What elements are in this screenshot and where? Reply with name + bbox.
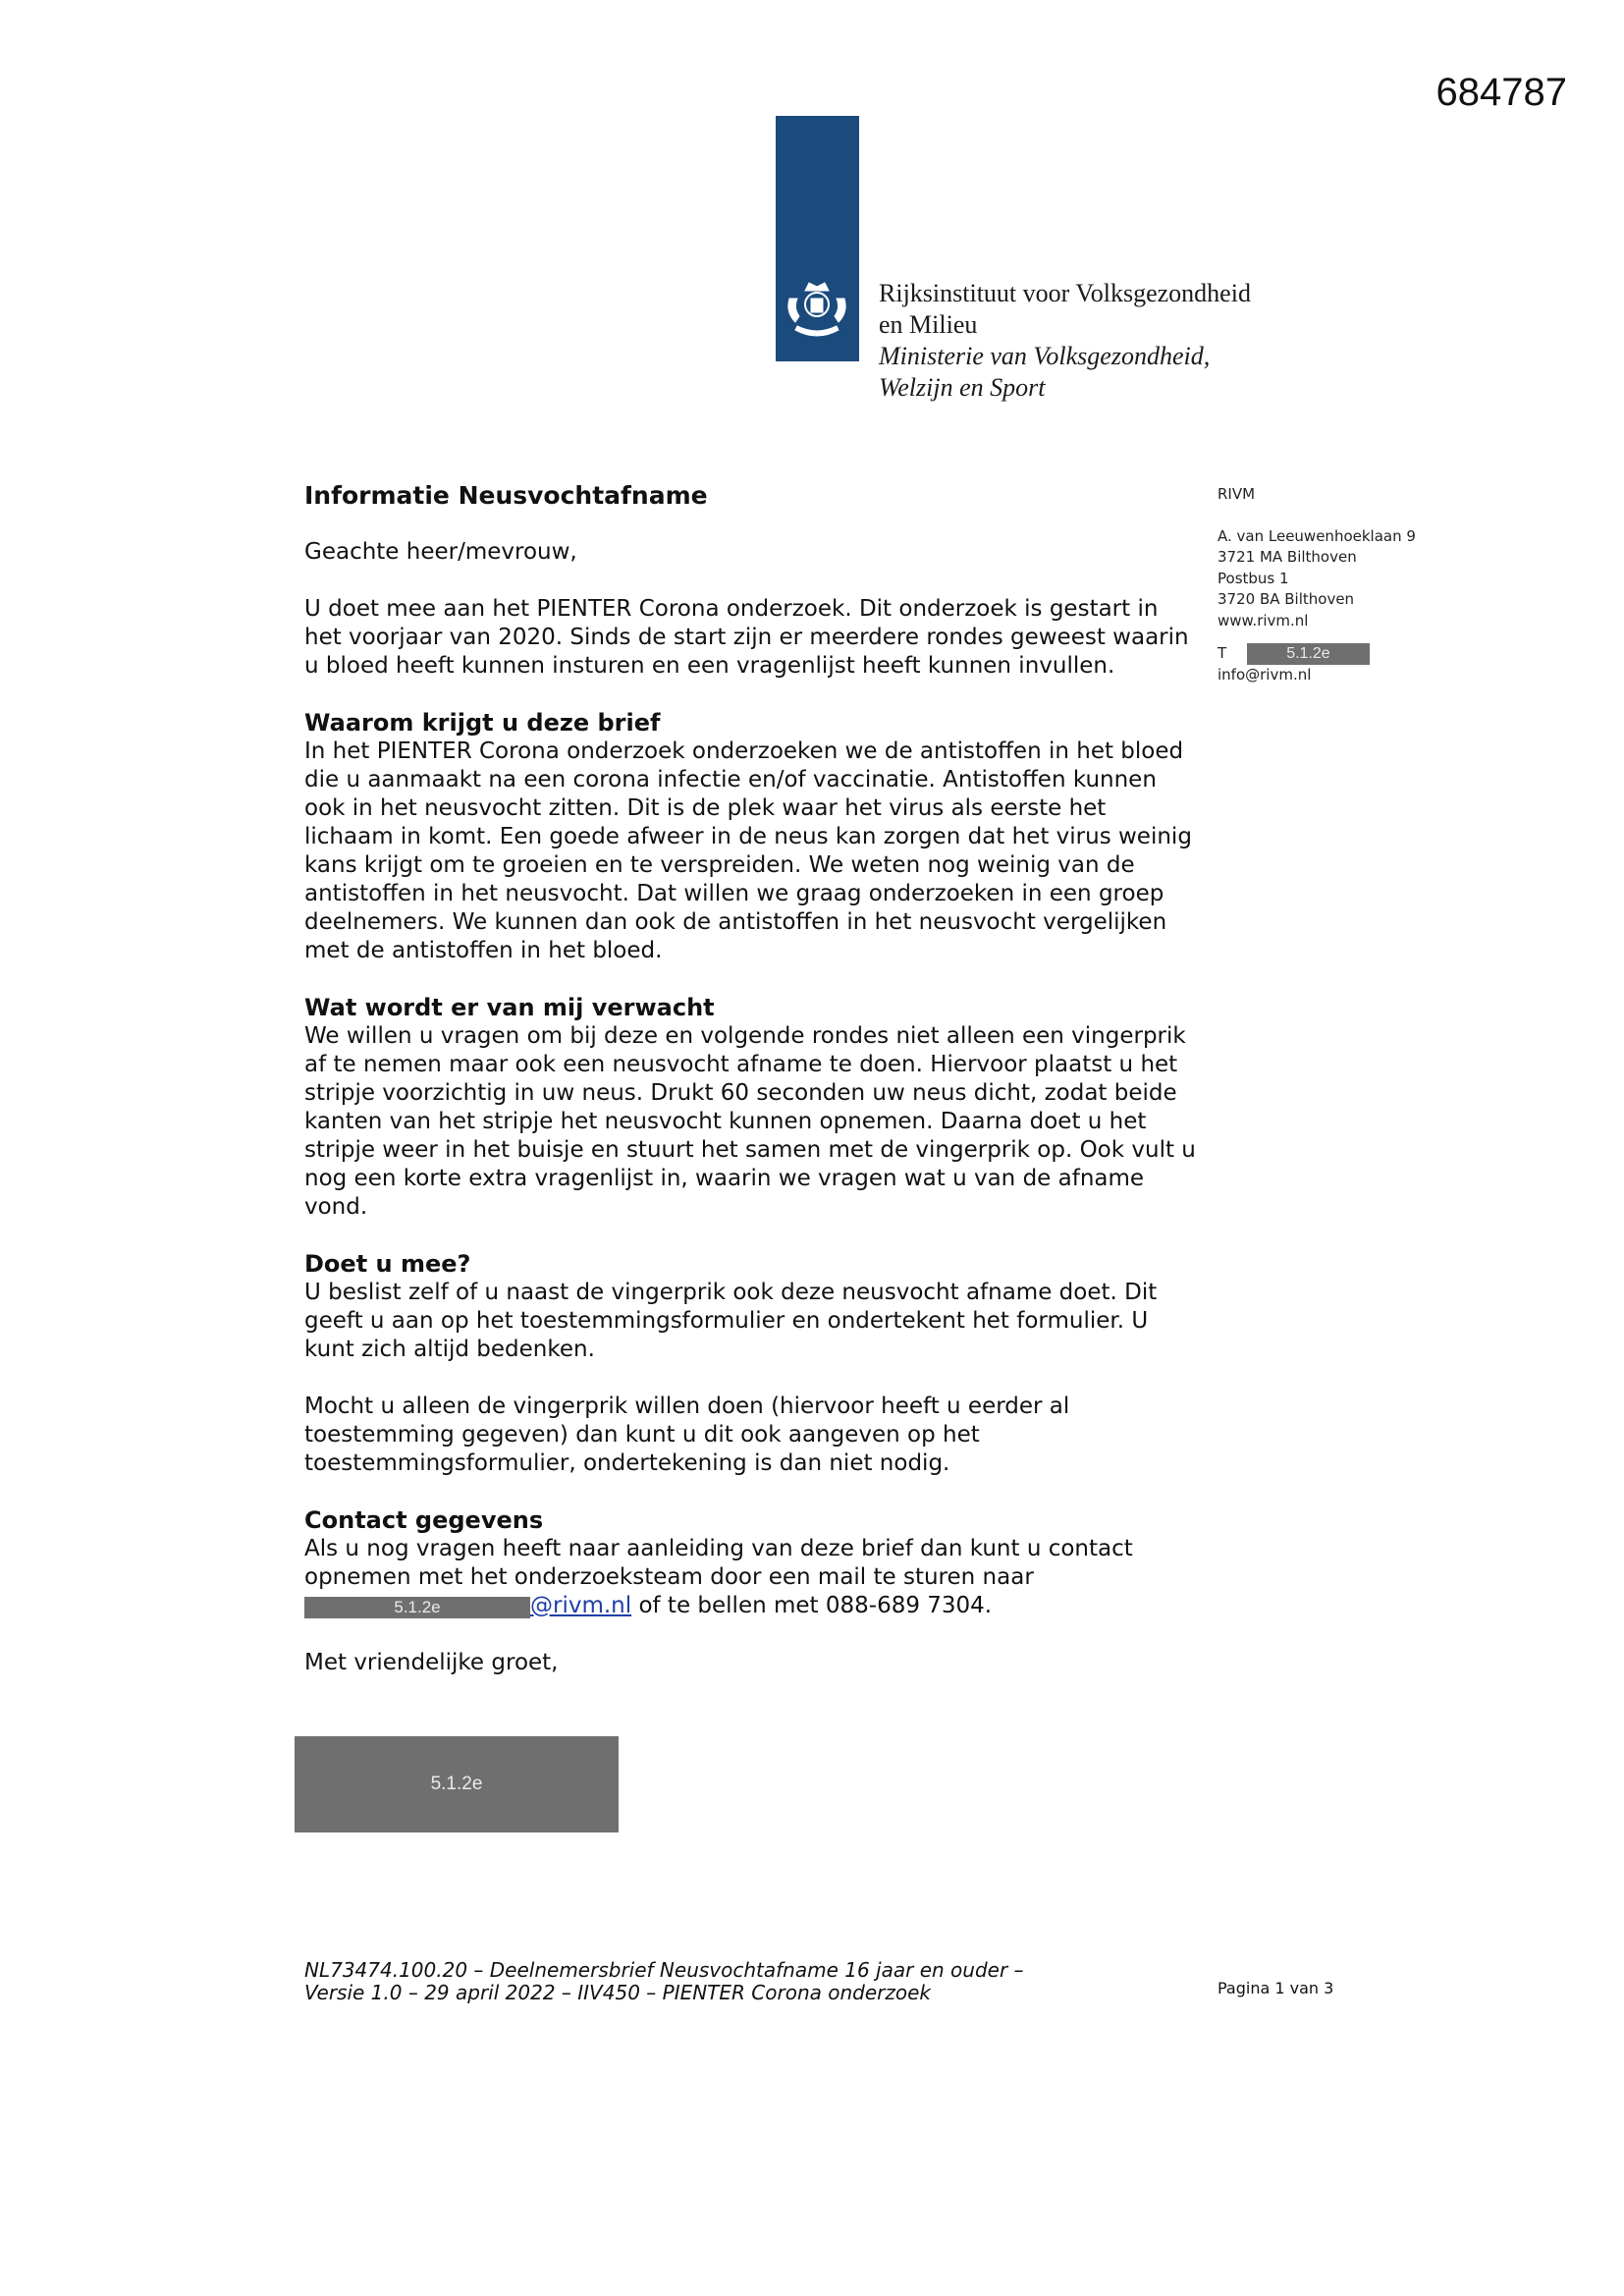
sender-email: info@rivm.nl xyxy=(1218,665,1312,683)
contact-heading: Contact gegevens xyxy=(304,1506,544,1534)
sender-address-line: Postbus 1 xyxy=(1218,569,1289,587)
org-line-3: Ministerie van Volksgezondheid, xyxy=(879,342,1211,370)
contact-intro: Als u nog vragen heeft naar aanleiding van deze brief dan kunt u contact opnemen met het onderzoeksteam door een mail te sturen naar xyxy=(304,1536,1133,1590)
org-line-1: Rijksinstituut voor Volksgezondheid xyxy=(879,279,1251,307)
sender-org: RIVM xyxy=(1218,485,1256,503)
document-number: 684787 xyxy=(1435,71,1567,114)
salutation: Geachte heer/mevrouw, xyxy=(304,539,577,565)
sender-website: www.rivm.nl xyxy=(1218,611,1309,629)
section-text: In het PIENTER Corona onderzoek onderzoeken we de antistoffen in het bloed die u aanmaakt na een corona infectie en/of vaccinatie. Antistoffen kunnen ook in het neusvocht zitten. Dit is de plek waar het virus als eerste het lichaam in komt. Een goede afweer in de neus kan zorgen dat het virus weinig kans krijgt om te groeien en te verspreiden. We weten nog weinig van de antistoffen in het neusvocht. Dat willen we graag onderzoeken in een groep deelnemers. We kunnen dan ook de antistoffen in het neusvocht vergelijken met de antistoffen in het bloed. xyxy=(304,738,1192,963)
org-line-2: en Milieu xyxy=(879,310,978,339)
extra-paragraph: Mocht u alleen de vingerprik willen doen (hiervoor heeft u eerder al toestemming gegeven) dan kunt u dit ook aangeven op het toestemmingsformulier, ondertekening is dan niet nodig. xyxy=(304,1394,1070,1476)
contact-email-link[interactable]: @rivm.nl xyxy=(530,1593,632,1618)
org-line-4: Welzijn en Sport xyxy=(879,373,1046,402)
letter-title: Informatie Neusvochtafname xyxy=(304,481,708,510)
intro-paragraph: U doet mee aan het PIENTER Corona onderzoek. Dit onderzoek is gestart in het voorjaar van 2020. Sinds de start zijn er meerdere rondes geweest waarin u bloed heeft kunnen insturen en een vragenlijst heeft kunnen invullen. xyxy=(304,596,1189,679)
signature-redaction: 5.1.2e xyxy=(295,1736,619,1832)
rijksoverheid-logo xyxy=(776,116,859,361)
page-number: Pagina 1 van 3 xyxy=(1218,1979,1334,1997)
footer xyxy=(304,1959,1024,2004)
sender-address-line: 3720 BA Bilthoven xyxy=(1218,590,1355,608)
contact-phone: of te bellen met 088-689 7304. xyxy=(638,1593,993,1618)
sender-phone-row xyxy=(1218,643,1416,665)
section-heading: Doet u mee? xyxy=(304,1250,471,1278)
email-redaction: 5.1.2e xyxy=(304,1597,530,1618)
sender-address-line: 3721 MA Bilthoven xyxy=(1218,548,1357,566)
contact-text xyxy=(304,1535,1198,1620)
closing: Met vriendelijke groet, xyxy=(304,1650,559,1675)
section-heading: Waarom krijgt u deze brief xyxy=(304,709,661,737)
footer-line-1: NL73474.100.20 – Deelnemersbrief Neusvochtafname 16 jaar en ouder – xyxy=(304,1958,1024,1982)
section-text: U beslist zelf of u naast de vingerprik ook deze neusvocht afname doet. Dit geeft u aan op het toestemmingsformulier en ondertekent het formulier. U kunt zich altijd bedenken. xyxy=(304,1280,1158,1362)
phone-label: T xyxy=(1218,644,1227,662)
sender-address-block xyxy=(1218,484,1416,685)
sender-address-line: A. van Leeuwenhoeklaan 9 xyxy=(1218,526,1416,545)
section-heading: Wat wordt er van mij verwacht xyxy=(304,994,715,1021)
section-text: We willen u vragen om bij deze en volgende rondes niet alleen een vingerprik af te nemen maar ook een neusvocht afname te doen. Hiervoor plaatst u het stripje voorzichtig in uw neus. Drukt 60 seconden uw neus dicht, zodat beide kanten van het stripje het neusvocht kunnen opnemen. Daarna doet u het stripje weer in het buisje en stuurt het samen met de vingerprik op. Ook vult u nog een korte extra vragenlijst in, waarin we vragen wat u van de afname vond. xyxy=(304,1023,1196,1220)
footer-line-2: Versie 1.0 – 29 april 2022 – IIV450 – PIENTER Corona onderzoek xyxy=(304,1981,931,2004)
letter-body xyxy=(304,538,1198,1677)
phone-redaction: 5.1.2e xyxy=(1247,643,1370,665)
organization-name xyxy=(879,278,1251,404)
